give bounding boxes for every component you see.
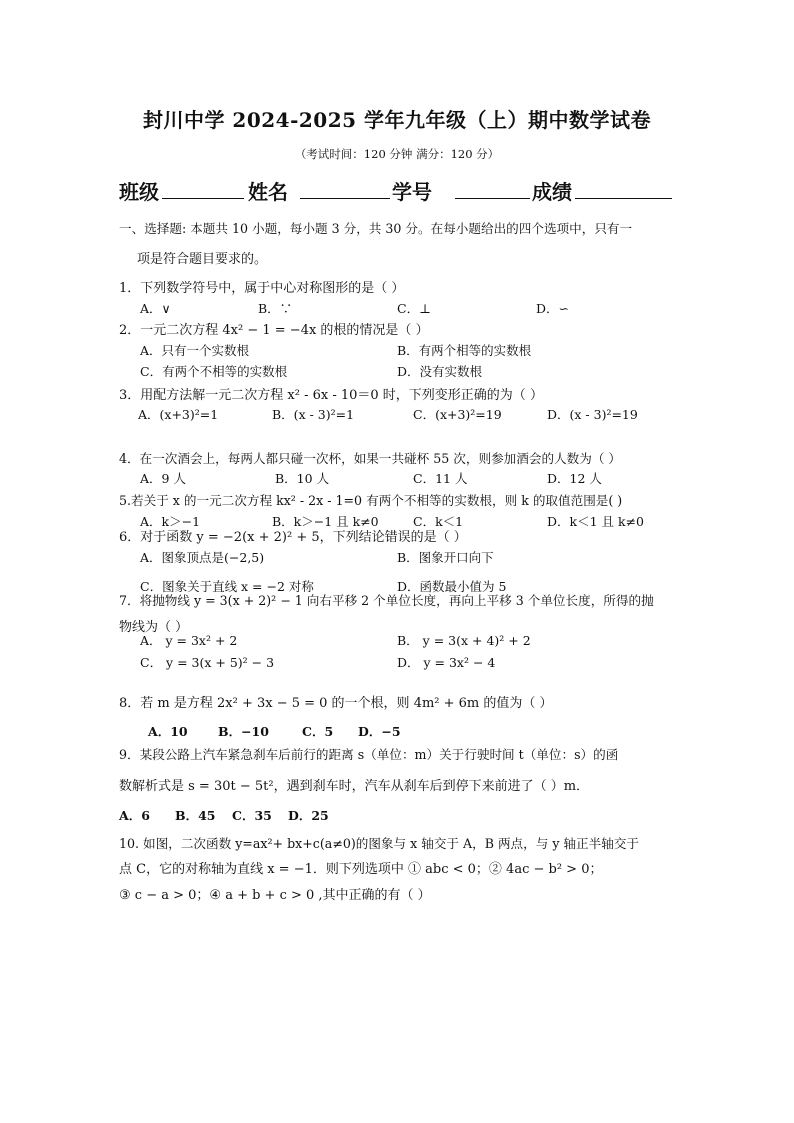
info-class-label: 班级 <box>119 180 159 204</box>
question-7-option-c[interactable]: C． y = 3(x + 5)² − 3 <box>140 655 275 670</box>
question-1-option-a[interactable]: A．∨ <box>140 301 171 316</box>
question-9-stem-line1: 9．某段公路上汽车紧急刹车后前行的距离 s（单位：m）关于行驶时间 t（单位：s）的函 <box>119 747 619 762</box>
question-1-option-c[interactable]: C．⊥ <box>397 301 431 316</box>
question-9-stem-line2: 数解析式是 s = 30t − 5t²，遇到刹车时，汽车从刹车后到停下来前进了（ ）m． <box>119 779 590 794</box>
question-9-option-c[interactable]: C．35 <box>232 808 272 823</box>
section-header-line1: 一、选择题: 本题共 10 小题，每小题 3 分，共 30 分。在每小题给出的四个选项中，只有一 <box>119 221 633 236</box>
question-4-option-a[interactable]: A．9 人 <box>140 471 186 486</box>
page-title: 封川中学 2024-2025 学年九年级（上）期中数学试卷 <box>142 108 652 132</box>
question-6-option-a[interactable]: A．图象顶点是(−2,5) <box>140 550 265 565</box>
question-3-option-a[interactable]: A．(x+3)²=1 <box>138 407 219 422</box>
question-6-option-d[interactable]: D．函数最小值为 5 <box>397 579 507 594</box>
question-3-option-b[interactable]: B．(x - 3)²=1 <box>272 407 355 422</box>
question-9-option-b[interactable]: B．45 <box>175 808 216 823</box>
question-4-stem: 4．在一次酒会上，每两人都只碰一次杯，如果一共碰杯 55 次，则参加酒会的人数为（ ） <box>119 451 622 466</box>
score-blank[interactable] <box>575 178 672 199</box>
question-5-option-b[interactable]: B．k＞−1 且 k≠0 <box>272 514 379 529</box>
id-blank[interactable] <box>455 178 530 199</box>
class-blank[interactable] <box>162 178 244 199</box>
section-header-line2: 项是符合题目要求的。 <box>137 252 268 267</box>
question-6-option-b[interactable]: B．图象开口向下 <box>397 550 494 565</box>
question-2-option-a[interactable]: A．只有一个实数根 <box>140 343 250 358</box>
question-3-option-c[interactable]: C．(x+3)²=19 <box>413 407 502 422</box>
question-6-stem: 6．对于函数 y = −2(x + 2)² + 5，下列结论错误的是（ ） <box>119 530 467 545</box>
question-2-stem: 2．一元二次方程 4x² − 1 = −4x 的根的情况是（ ） <box>119 323 429 338</box>
question-5-option-c[interactable]: C．k＜1 <box>413 514 464 529</box>
question-8-option-a[interactable]: A．10 <box>148 724 188 739</box>
question-2-option-c[interactable]: C．有两个不相等的实数根 <box>140 364 288 379</box>
question-8-option-b[interactable]: B．−10 <box>218 724 269 739</box>
question-7-option-b[interactable]: B． y = 3(x + 4)² + 2 <box>397 633 531 648</box>
question-7-stem-line2: 物线为（ ） <box>119 620 189 635</box>
question-1-option-d[interactable]: D．∽ <box>536 301 569 316</box>
name-blank[interactable] <box>300 178 390 199</box>
question-9-option-d[interactable]: D．25 <box>288 808 329 823</box>
question-10-line2: 点 C，它的对称轴为直线 x = −1．则下列选项中 ① abc < 0；② 4ac − b² > 0； <box>119 862 603 877</box>
question-1-option-b[interactable]: B．∵ <box>258 301 293 316</box>
question-6-option-c[interactable]: C．图象关于直线 x = −2 对称 <box>140 579 314 594</box>
info-name-label: 姓名 <box>248 180 288 204</box>
question-1-stem: 1．下列数学符号中，属于中心对称图形的是（ ） <box>119 281 405 296</box>
question-8-stem: 8．若 m 是方程 2x² + 3x − 5 = 0 的一个根，则 4m² + 6m 的值为（ ） <box>119 696 553 711</box>
question-10-line3: ③ c − a > 0；④ a + b + c > 0 ,其中正确的有（ ） <box>119 888 431 903</box>
question-2-option-d[interactable]: D．没有实数根 <box>397 364 483 379</box>
question-10-line1: 10. 如图，二次函数 y=ax²+ bx+c(a≠0)的图象与 x 轴交于 A，B 两点，与 y 轴正半轴交于 <box>119 836 640 851</box>
question-7-stem-line1: 7．将抛物线 y = 3(x + 2)² − 1 向右平移 2 个单位长度，再向上平移 3 个单位长度，所得的抛 <box>119 593 654 608</box>
info-score-label: 成绩 <box>532 180 572 204</box>
question-4-option-b[interactable]: B．10 人 <box>275 471 330 486</box>
question-5-option-a[interactable]: A．k＞−1 <box>140 514 201 529</box>
question-8-option-d[interactable]: D．−5 <box>358 724 401 739</box>
question-7-option-a[interactable]: A． y = 3x² + 2 <box>140 633 238 648</box>
question-8-option-c[interactable]: C．5 <box>302 724 334 739</box>
question-5-option-d[interactable]: D．k＜1 且 k≠0 <box>547 514 644 529</box>
question-4-option-d[interactable]: D．12 人 <box>547 471 602 486</box>
question-4-option-c[interactable]: C．11 人 <box>413 471 468 486</box>
question-3-option-d[interactable]: D．(x - 3)²=19 <box>547 407 638 422</box>
question-7-option-d[interactable]: D． y = 3x² − 4 <box>397 655 496 670</box>
question-5-stem: 5.若关于 x 的一元二次方程 kx² - 2x - 1=0 有两个不相等的实数根，则 k 的取值范围是( ) <box>119 493 623 508</box>
exam-subtitle: （考试时间：120 分钟 满分：120 分） <box>294 147 500 161</box>
question-9-option-a[interactable]: A．6 <box>119 808 150 823</box>
question-2-option-b[interactable]: B．有两个相等的实数根 <box>397 343 532 358</box>
question-3-stem: 3．用配方法解一元二次方程 x² - 6x - 10＝0 时，下列变形正确的为（ ） <box>119 388 543 403</box>
info-id-label: 学号 <box>392 180 432 204</box>
